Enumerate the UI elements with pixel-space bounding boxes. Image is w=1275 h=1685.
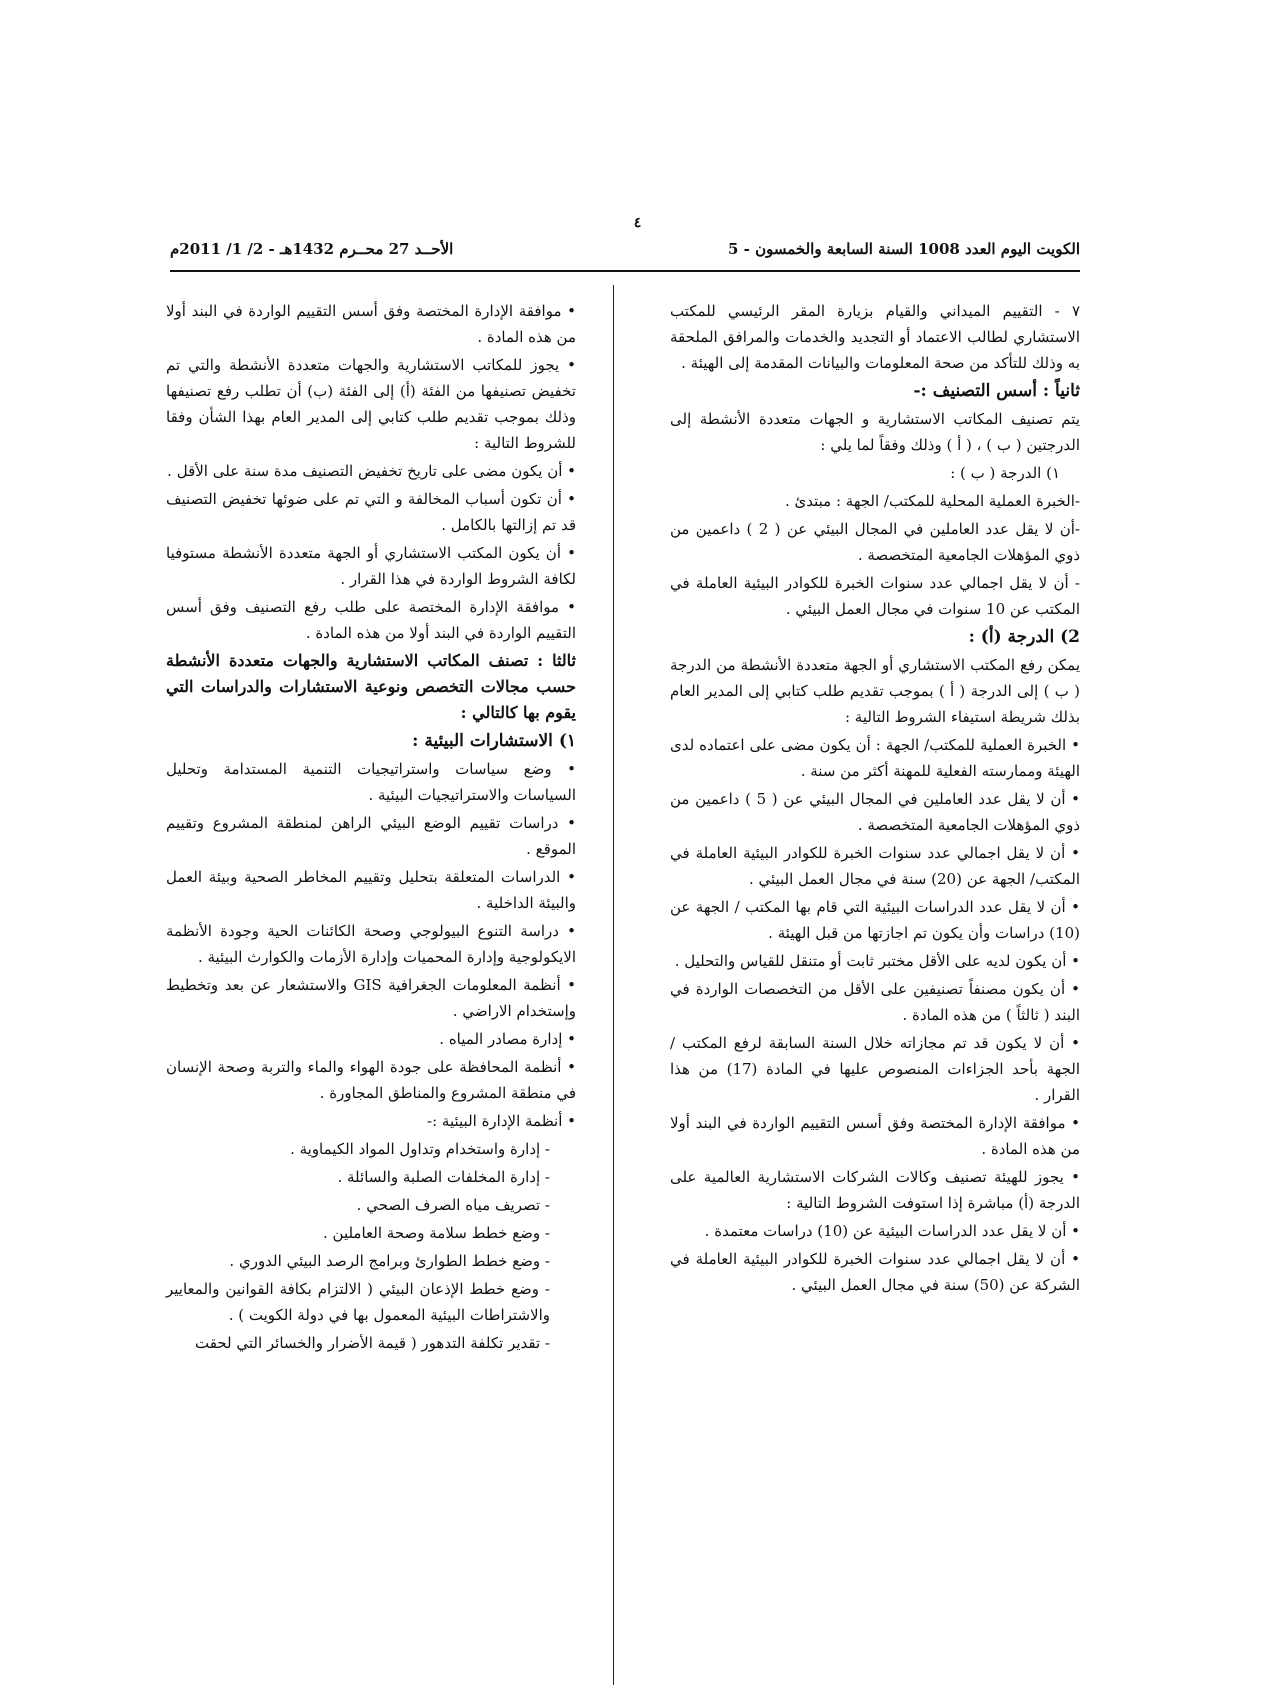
left-column-paragraph-23: - تقدير تكلفة التدهور ( قيمة الأضرار والخسائر التي لحقت xyxy=(195,1334,550,1352)
left-column-paragraph-16: • أنظمة الإدارة البيئية :- xyxy=(427,1112,576,1130)
left-column-paragraph-4: • أن تكون أسباب المخالفة و التي تم على ضوئها تخفيض التصنيف قد تم إزالتها بالكامل . xyxy=(166,490,576,534)
right-column-paragraph-18: • يجوز للهيئة تصنيف وكالات الشركات الاستشارية العالمية على الدرجة (أ) مباشرة إذا استوفت الشروط التالية : xyxy=(670,1168,1080,1212)
right-column-paragraph-6: -أن لا يقل عدد العاملين في المجال البيئي عن ( 2 ) داعمين من ذوي المؤهلات الجامعية المتخصصة . xyxy=(670,520,1080,564)
column-divider xyxy=(613,285,614,1685)
left-column-paragraph-17: - إدارة واستخدام وتداول المواد الكيماوية . xyxy=(290,1140,550,1158)
left-column-paragraph-22: - وضع خطط الإذعان البيئي ( الالتزام بكافة القوانين والمعايير والاشتراطات البيئية المعمول بها في دولة الكويت ) . xyxy=(166,1280,550,1324)
right-column-paragraph-17: • موافقة الإدارة المختصة وفق أسس التقييم الواردة في البند أولا من هذه المادة . xyxy=(670,1114,1080,1158)
right-column-paragraph-12: • أن لا يقل اجمالي عدد سنوات الخبرة للكوادر البيئية العاملة في المكتب/ الجهة عن (20) سنة في مجال العمل البيئي . xyxy=(670,844,1080,888)
left-column-paragraph-1: • موافقة الإدارة المختصة وفق أسس التقييم الواردة في البند أولا من هذه المادة . xyxy=(166,302,576,346)
right-column-paragraph-9: يمكن رفع المكتب الاستشاري أو الجهة متعددة الأنشطة من الدرجة ( ب ) إلى الدرجة ( أ ) بموجب تقديم طلب كتابي إلى المدير العام بذلك شريطة استيفاء الشروط التالية : xyxy=(670,656,1080,726)
right-column xyxy=(670,298,1080,1300)
header-date: الأحــد 27 محــرم 1432هـ - 2/ 1/ 2011م xyxy=(170,240,454,258)
page-header xyxy=(170,238,1080,268)
left-column-paragraph-2: • يجوز للمكاتب الاستشارية والجهات متعددة الأنشطة والتي تم تخفيض تصنيفها من الفئة (أ) إلى الفئة (ب) أن تطلب رفع تصنيفها وذلك بموجب تقديم طلب كتابي إلى المدير العام بهذا الشأن وفقا للشروط التالية : xyxy=(166,356,576,452)
left-column xyxy=(166,298,576,1358)
left-column-paragraph-21: - وضع خطط الطوارئ وبرامج الرصد البيئي الدوري . xyxy=(229,1252,550,1270)
right-column-paragraph-1: ٧ - التقييم الميداني والقيام بزيارة المقر الرئيسي للمكتب الاستشاري لطالب الاعتماد أو التجديد والخدمات والمرافق الملحقة به وذلك للتأكد من صحة المعلومات والبيانات المقدمة إلى الهيئة . xyxy=(670,302,1080,372)
right-column-paragraph-11: • أن لا يقل عدد العاملين في المجال البيئي عن ( 5 ) داعمين من ذوي المؤهلات الجامعية المتخصصة . xyxy=(670,790,1080,834)
left-column-paragraph-19: - تصريف مياه الصرف الصحي . xyxy=(356,1196,550,1214)
right-column-paragraph-20: • أن لا يقل اجمالي عدد سنوات الخبرة للكوادر البيئية العاملة في الشركة عن (50) سنة في مجال العمل البيئي . xyxy=(670,1250,1080,1294)
right-column-paragraph-15: • أن يكون مصنفاً تصنيفين على الأقل من التخصصات الواردة في البند ( ثالثاً ) من هذه المادة . xyxy=(670,980,1080,1024)
left-column-paragraph-15: • أنظمة المحافظة على جودة الهواء والماء والتربة وصحة الإنسان في منطقة المشروع والمناطق المجاورة . xyxy=(166,1058,576,1102)
left-column-paragraph-3: • أن يكون مضى على تاريخ تخفيض التصنيف مدة سنة على الأقل . xyxy=(167,462,576,480)
left-column-paragraph-10: • دراسات تقييم الوضع البيئي الراهن لمنطقة المشروع وتقييم الموقع . xyxy=(166,814,576,858)
right-column-paragraph-3: يتم تصنيف المكاتب الاستشارية و الجهات متعددة الأنشطة إلى الدرجتين ( ب ) ، ( أ ) وذلك وفقاً لما يلي : xyxy=(670,410,1080,454)
left-column-paragraph-13: • أنظمة المعلومات الجغرافية GIS والاستشعار عن بعد وتخطيط وإستخدام الاراضي . xyxy=(166,976,576,1020)
left-column-paragraph-12: • دراسة التنوع البيولوجي وصحة الكائنات الحية وجودة الأنظمة الايكولوجية وإدارة المحميات وإدارة الأزمات والكوارث البيئية . xyxy=(166,922,576,966)
left-column-paragraph-11: • الدراسات المتعلقة بتحليل وتقييم المخاطر الصحية وبيئة العمل والبيئة الداخلية . xyxy=(166,868,576,912)
right-column-paragraph-5: -الخبرة العملية المحلية للمكتب/ الجهة : مبتدئ . xyxy=(784,492,1080,510)
page-number: ٤ xyxy=(633,215,642,231)
left-column-paragraph-8: ١) الاستشارات البيئية : xyxy=(412,731,576,751)
left-column-paragraph-6: • موافقة الإدارة المختصة على طلب رفع التصنيف وفق أسس التقييم الواردة في البند أولا من هذه المادة . xyxy=(166,598,576,642)
left-column-paragraph-9: • وضع سياسات واستراتيجيات التنمية المستدامة وتحليل السياسات والاستراتيجيات البيئية . xyxy=(166,760,576,804)
right-column-paragraph-14: • أن يكون لديه على الأقل مختبر ثابت أو متنقل للقياس والتحليل . xyxy=(674,952,1080,970)
right-column-paragraph-8: 2) الدرجة (أ) : xyxy=(968,627,1080,647)
header-publication: الكويت اليوم العدد 1008 السنة السابعة والخمسون - 5 xyxy=(727,240,1080,258)
right-column-paragraph-10: • الخبرة العملية للمكتب/ الجهة : أن يكون مضى على اعتماده لدى الهيئة وممارسته الفعلية للمهنة أكثر من سنة . xyxy=(670,736,1080,780)
left-column-paragraph-5: • أن يكون المكتب الاستشاري أو الجهة متعددة الأنشطة مستوفيا لكافة الشروط الواردة في هذا القرار . xyxy=(166,544,576,588)
left-column-paragraph-14: • إدارة مصادر المياه . xyxy=(439,1030,576,1048)
header-rule xyxy=(170,270,1080,272)
right-column-paragraph-7: - أن لا يقل اجمالي عدد سنوات الخبرة للكوادر البيئية العاملة في المكتب عن 10 سنوات في مجال العمل البيئي . xyxy=(670,574,1080,618)
right-column-paragraph-19: • أن لا يقل عدد الدراسات البيئية عن (10) دراسات معتمدة . xyxy=(704,1222,1080,1240)
right-column-paragraph-2: ثانياً : أسس التصنيف :- xyxy=(913,381,1080,401)
right-column-paragraph-4: ١) الدرجة ( ب ) : xyxy=(950,464,1060,482)
left-column-paragraph-20: - وضع خطط سلامة وصحة العاملين . xyxy=(322,1224,550,1242)
right-column-paragraph-16: • أن لا يكون قد تم مجازاته خلال السنة السابقة لرفع المكتب / الجهة بأحد الجزاءات المنصوص عليها في المادة (17) من هذا القرار . xyxy=(670,1034,1080,1104)
left-column-paragraph-18: - إدارة المخلفات الصلبة والسائلة . xyxy=(337,1168,550,1186)
right-column-paragraph-13: • أن لا يقل عدد الدراسات البيئية التي قام بها المكتب / الجهة عن (10) دراسات وأن يكون تم اجازتها من قبل الهيئة . xyxy=(670,898,1080,942)
left-column-paragraph-7: ثالثا : تصنف المكاتب الاستشارية والجهات متعددة الأنشطة حسب مجالات التخصص ونوعية الاستشارات والدراسات التي يقوم بها كالتالي : xyxy=(166,651,576,722)
